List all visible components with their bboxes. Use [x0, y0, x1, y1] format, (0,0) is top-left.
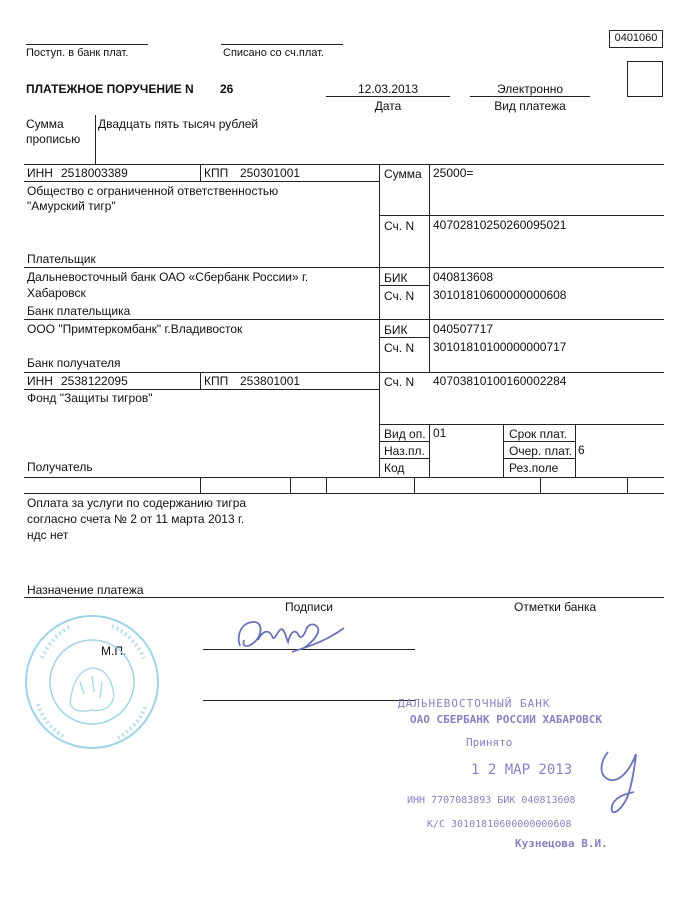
purpose-line2: согласно счета № 2 от 11 марта 2013 г.	[27, 512, 245, 526]
grid-line	[429, 164, 430, 372]
grid-line	[379, 458, 429, 459]
recipient-bank-label: Банк получателя	[27, 356, 121, 370]
vid-op: 01	[433, 426, 447, 440]
payer-bik: 040813608	[433, 270, 494, 284]
amount-words-label-2: прописью	[26, 132, 81, 146]
signature-line-2	[203, 700, 415, 701]
payer-account-label: Сч. N	[384, 219, 415, 233]
received-label: Поступ. в банк плат.	[26, 47, 129, 59]
grid-line	[414, 477, 415, 493]
payer-bank-name-line2: Хабаровск	[27, 286, 86, 300]
grid-line	[379, 424, 664, 425]
payer-inn-label: ИНН	[27, 166, 53, 180]
payer-bik-label: БИК	[384, 271, 408, 285]
grid-line	[627, 477, 628, 493]
grid-line	[379, 441, 429, 442]
document-title: ПЛАТЕЖНОЕ ПОРУЧЕНИЕ N	[26, 82, 194, 96]
recipient-bik: 040507717	[433, 322, 494, 336]
grid-line	[379, 164, 380, 478]
payment-type-label: Вид платежа	[494, 99, 566, 113]
grid-line	[379, 337, 429, 338]
mp-label: М.П.	[101, 644, 127, 658]
bank-stamp-line7: Кузнецова В.И.	[515, 837, 608, 850]
payer-label: Плательщик	[27, 252, 96, 266]
grid-line	[503, 441, 575, 442]
debited-label: Списано со сч.плат.	[223, 47, 324, 59]
payer-name-line2: "Амурский тигр"	[27, 199, 116, 213]
grid-line	[24, 164, 664, 165]
grid-line	[24, 477, 664, 478]
grid-line	[200, 372, 201, 389]
purpose-line1: Оплата за услуги по содержанию тигра	[27, 496, 247, 510]
vid-op-label: Вид оп.	[384, 427, 426, 441]
recipient-name: Фонд "Защиты тигров"	[27, 391, 153, 405]
bank-stamp-line1: ДАЛЬНЕВОСТОЧНЫЙ БАНК	[398, 697, 551, 710]
ocher-label: Очер. плат.	[509, 444, 573, 458]
payer-inn: 2518003389	[61, 166, 128, 180]
payer-kpp-label: КПП	[204, 166, 229, 180]
purpose-label: Назначение платежа	[27, 583, 144, 597]
sum-value: 25000=	[433, 166, 474, 180]
bank-stamp-line6: К/С 30101810600000000608	[427, 819, 572, 830]
payment-type-line	[470, 96, 590, 97]
payer-account: 40702810250260095021	[433, 218, 567, 232]
bank-stamp-line5: ИНН 7707083893 БИК 040813608	[407, 795, 576, 806]
grid-line	[575, 424, 576, 478]
payer-name-line1: Общество с ограниченной ответственностью	[27, 184, 279, 198]
document-date: 12.03.2013	[357, 82, 419, 96]
grid-line	[379, 215, 664, 216]
bank-signature	[590, 740, 660, 820]
date-label: Дата	[374, 99, 402, 113]
payer-bank-acc: 30101810600000000608	[433, 288, 567, 302]
recipient-inn-label: ИНН	[27, 374, 53, 388]
grid-line	[200, 164, 201, 181]
purpose-line	[24, 597, 664, 598]
grid-line	[326, 477, 327, 493]
recipient-bank-acc: 30101810100000000717	[433, 340, 567, 354]
grid-line	[24, 389, 379, 390]
organization-seal	[22, 612, 162, 752]
document-number: 26	[220, 82, 234, 96]
kod-label: Код	[384, 461, 405, 475]
payer-bank-label: Банк плательщика	[27, 304, 131, 318]
grid-line	[429, 424, 430, 478]
bank-marks-label: Отметки банка	[514, 600, 597, 614]
bank-stamp-line3: Принято	[466, 736, 513, 749]
ocher-value: 6	[578, 443, 585, 457]
handwritten-signature	[232, 608, 352, 660]
sum-label: Сумма	[384, 167, 422, 181]
naz-pl-label: Наз.пл.	[384, 444, 425, 458]
payer-bank-acc-label: Сч. N	[384, 289, 415, 303]
grid-line	[200, 477, 201, 493]
date-line	[326, 96, 450, 97]
recipient-kpp-label: КПП	[204, 374, 229, 388]
rez-label: Рез.поле	[509, 461, 559, 475]
debited-line	[221, 44, 343, 45]
grid-line	[540, 477, 541, 493]
grid-line	[290, 477, 291, 493]
recipient-label: Получатель	[27, 460, 93, 474]
recipient-kpp: 253801001	[240, 374, 301, 388]
recipient-acc-label: Сч. N	[384, 375, 415, 389]
recipient-bank-acc-label: Сч. N	[384, 341, 415, 355]
grid-line	[379, 285, 429, 286]
payer-kpp: 250301001	[240, 166, 301, 180]
recipient-acc: 40703810100160002284	[433, 374, 567, 388]
grid-line	[24, 319, 664, 320]
amount-words-label-1: Сумма	[26, 117, 64, 131]
bank-stamp-line2: ОАО СБЕРБАНК РОССИИ ХАБАРОВСК	[410, 713, 603, 726]
grid-line	[24, 181, 379, 182]
amount-words-value: Двадцать пять тысяч рублей	[98, 117, 259, 131]
code-box	[627, 61, 663, 97]
purpose-line3: ндс нет	[27, 528, 69, 542]
recipient-inn: 2538122095	[61, 374, 128, 388]
grid-line	[503, 458, 575, 459]
received-line	[26, 44, 148, 45]
recipient-bik-label: БИК	[384, 323, 408, 337]
payer-bank-name-line1: Дальневосточный банк ОАО «Сбербанк России» г.	[27, 270, 309, 284]
bank-stamp-date: 1 2 МАР 2013	[471, 762, 573, 778]
grid-line	[24, 372, 664, 373]
srok-label: Срок плат.	[509, 427, 568, 441]
grid-line	[503, 424, 504, 478]
form-code: 0401060	[614, 32, 658, 44]
grid-line	[24, 267, 664, 268]
grid-line	[24, 493, 664, 494]
amount-words-divider	[95, 115, 96, 164]
recipient-bank-name: ООО "Примтеркомбанк" г.Владивосток	[27, 322, 243, 336]
signatures-label: Подписи	[285, 600, 333, 614]
payment-type: Электронно	[496, 82, 564, 96]
